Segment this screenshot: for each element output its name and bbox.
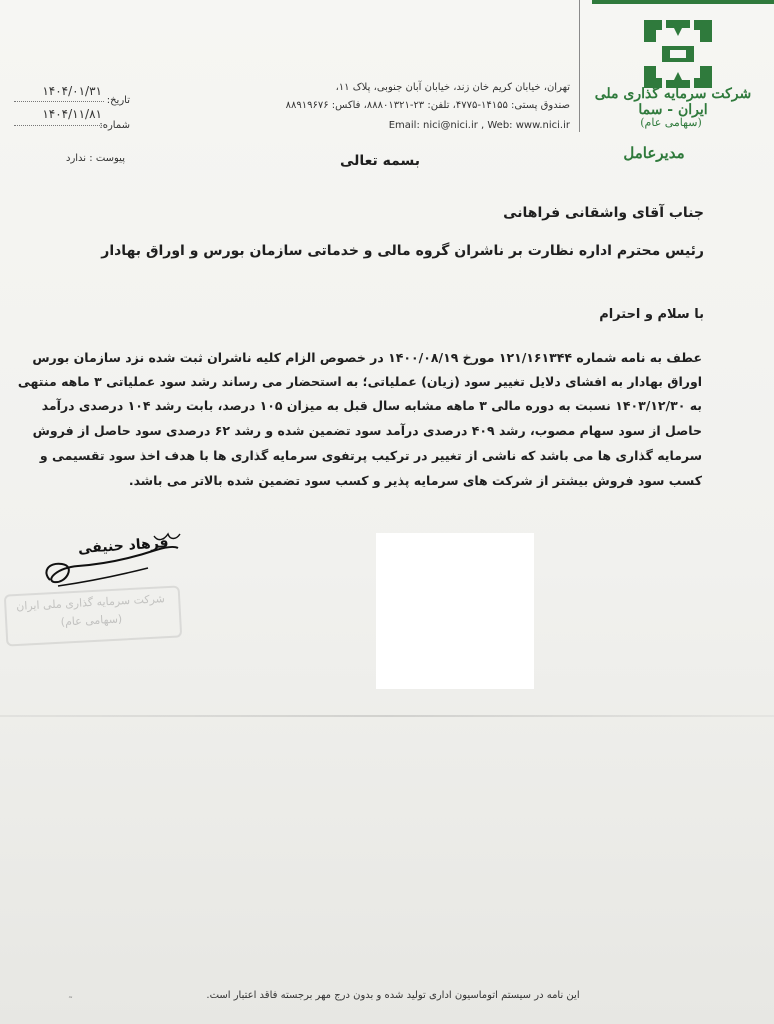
address-line: تهران، خیابان کریم خان زند، خیابان آبان جنوبی، پلاک ۱۱، (335, 82, 570, 93)
number-label: شماره: (99, 120, 130, 131)
header-divider (579, 0, 580, 132)
header-frame-top (592, 0, 774, 4)
body-line: اوراق بهادار به افشای دلایل تغییر سود (زیان) عملیاتی؛ به استحضار می رساند رشد سود عملیاتی ۳ ماهه منتهی (17, 374, 702, 389)
letter-heading: بسمه تعالی (339, 153, 421, 169)
signatory-name: فرهاد حنیفی (77, 534, 170, 558)
footer-note: این نامه در سیستم اتوماسیون اداری تولید شده و بدون درج مهر برجسته فاقد اعتبار است. (206, 990, 580, 1001)
body-line: حاصل از سود سهام مصوب، رشد ۴۰۹ درصدی درآمد سود تضمین شده و رشد ۶۲ درصدی سود حاصل از فروش (32, 423, 702, 438)
contact-line: صندوق پستی: ۱۴۱۵۵-۴۷۷۵، تلفن: ۲۳-۸۸۸۰۱۳۲۱، فاکس: ۸۸۹۱۹۶۷۶ (285, 100, 570, 111)
number-value: ۱۴۰۴/۱۱/۸۱ (42, 107, 102, 121)
greeting: با سلام و احترام (599, 307, 704, 322)
redaction-box (376, 533, 534, 689)
body-line: کسب سود فروش بیشتر از شرکت های سرمایه پذیر و کسب سود تضمین شده بالاتر می باشد. (128, 473, 702, 488)
recipient-name: جناب آقای واشقانی فراهانی (503, 205, 704, 221)
ceo-title: مدیرعامل (623, 144, 685, 162)
stamp-line: شرکت سرمایه گذاری ملی ایران (15, 592, 166, 613)
company-logo-icon (640, 14, 716, 94)
body-line: به ۱۴۰۳/۱۲/۳۰ نسبت به دوره مالی ۳ ماهه مشابه سال قبل به میزان ۱۰۵ درصد، بابت رشد ۱۰۴ درصدی درآمد (41, 398, 702, 413)
body-line: عطف به نامه شماره ۱۲۱/۱۶۱۳۴۴ مورخ ۱۴۰۰/۰۸/۱۹ در خصوص الزام کلیه ناشران ثبت شده نزد سازمان بورس (32, 350, 702, 365)
body-line: سرمایه گذاری ها می باشد که ناشی از تغییر در ترکیب پرتفوی سرمایه گذاری ها با هدف اخذ سود تقسیمی و (39, 448, 702, 463)
email-web-line: Email: nici@nici.ir , Web: www.nici.ir (388, 120, 570, 131)
date-value: ۱۴۰۴/۰۱/۳۱ (42, 84, 102, 98)
paper-fold (0, 715, 774, 717)
number-underline (14, 125, 104, 126)
date-label: تاریخ: (106, 95, 130, 106)
recipient-title: رئیس محترم اداره نظارت بر ناشران گروه مالی و خدماتی سازمان بورس و اوراق بهادار (101, 243, 704, 259)
edge-scribble: ˜ (68, 996, 73, 1007)
company-name: شرکت سرمایه گذاری ملی ایران - سما (594, 86, 752, 118)
date-underline (14, 101, 104, 102)
stamp-line: (سهامی عام) (60, 612, 123, 629)
company-type: (سهامی عام) (640, 116, 702, 129)
attachment-label: پیوست : ندارد (66, 153, 125, 164)
